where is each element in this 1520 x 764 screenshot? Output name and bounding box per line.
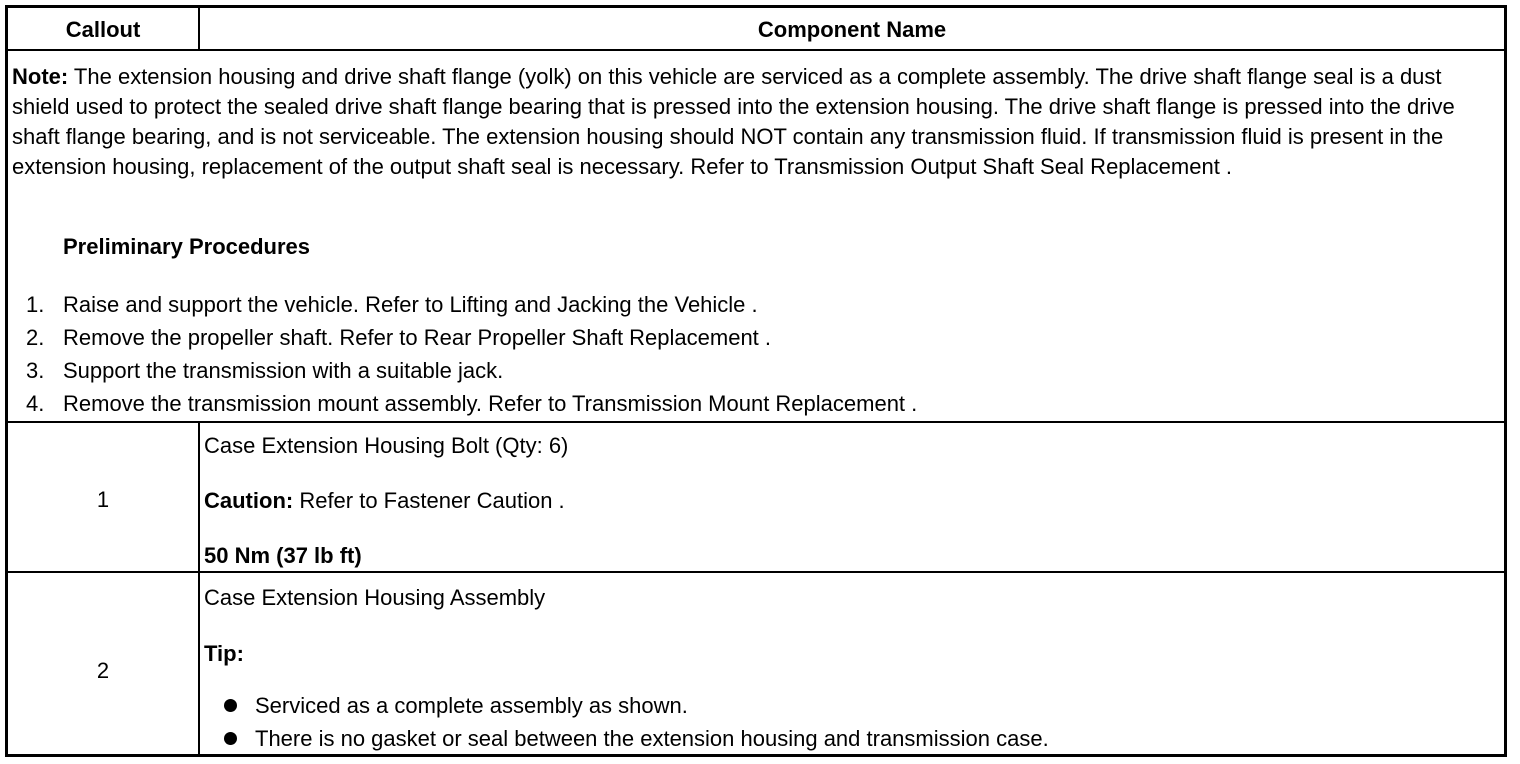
tip-label: Tip:: [204, 641, 244, 666]
list-item: [26, 354, 917, 387]
component-name-header: Component Name: [757, 17, 947, 42]
component-table: [5, 5, 1507, 757]
column-divider: [198, 423, 200, 573]
torque-spec: 50 Nm (37 lb ft): [204, 543, 362, 568]
column-divider: [198, 573, 200, 754]
list-item: Serviced as a complete assembly as shown.: [221, 689, 1049, 722]
component-name: Case Extension Housing Assembly: [204, 585, 546, 610]
step-text: Raise and support the vehicle. Refer to Lifting and Jacking the Vehicle .: [63, 292, 758, 317]
callout-number: 2: [96, 658, 110, 683]
list-item: [26, 387, 917, 420]
note-section: [8, 51, 1504, 423]
table-row: [8, 423, 1504, 573]
caution-line: [204, 488, 565, 514]
step-number: 3.: [26, 358, 45, 383]
step-text: Support the transmission with a suitable jack.: [63, 358, 504, 383]
step-number: 2.: [26, 325, 45, 350]
step-text: Remove the propeller shaft. Refer to Rear Propeller Shaft Replacement .: [63, 325, 772, 350]
preliminary-procedures-title: Preliminary Procedures: [63, 234, 311, 259]
note-paragraph: [12, 62, 1496, 182]
list-item: [26, 288, 917, 321]
table-header: [8, 8, 1504, 51]
step-text: Remove the transmission mount assembly. Refer to Transmission Mount Replacement .: [63, 391, 918, 416]
step-number: 1.: [26, 292, 45, 317]
component-name: Case Extension Housing Bolt (Qty: 6): [204, 433, 569, 458]
note-body: The extension housing and drive shaft flange (yolk) on this vehicle are serviced as a complete assembly. The drive shaft flange seal is a dust shield used to protect the sealed drive shaft flange bearing that is pressed into the extension housing. The drive shaft flange is pressed into the drive shaft flange bearing, and is not serviceable. The extension housing should NOT contain any transmission fluid. If transmission fluid is present in the extension housing, replacement of the output shaft seal is necessary. Refer to Transmission Output Shaft Seal Replacement .: [12, 64, 1455, 179]
table-row: [8, 573, 1504, 754]
list-item: [26, 321, 917, 354]
preliminary-steps: [26, 288, 917, 420]
note-label: Note:: [12, 64, 69, 89]
callout-number: 1: [96, 487, 110, 512]
caution-label: Caution:: [204, 488, 294, 513]
caution-text: Refer to Fastener Caution .: [293, 488, 565, 513]
callout-header: Callout: [65, 17, 141, 42]
step-number: 4.: [26, 391, 45, 416]
tip-bullets: [221, 689, 1049, 755]
list-item: There is no gasket or seal between the extension housing and transmission case.: [221, 722, 1049, 755]
